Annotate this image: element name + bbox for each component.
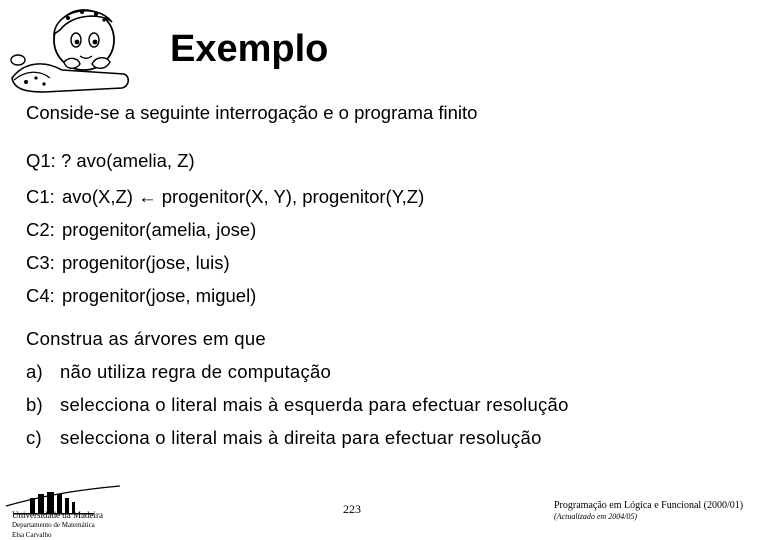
clause-label: C1:: [26, 186, 55, 207]
task-option-c: [26, 427, 569, 460]
clause-list: [26, 186, 424, 318]
intro-text: Conside-se a seguinte interrogação e o programa finito: [26, 102, 478, 123]
clause-label: C3:: [26, 252, 55, 273]
task-lead: Construa as árvores em que: [26, 328, 266, 349]
footer-author: Elsa Carvalho: [12, 531, 52, 539]
baby-mascot-illustration: [4, 0, 134, 100]
clause-label: C4:: [26, 285, 55, 306]
task-option-b: [26, 394, 569, 427]
option-text: não utiliza regra de computação: [60, 361, 332, 382]
task-block: [26, 328, 569, 460]
clause-c2: [26, 219, 424, 252]
clause-text: progenitor(jose, luis): [62, 252, 230, 273]
clause-c1: [26, 186, 424, 219]
footer-course: Programação em Lógica e Funcional (2000/01): [554, 500, 744, 511]
footer-university: Universidade da Madeira: [12, 510, 103, 520]
clause-c3: [26, 252, 424, 285]
option-label: b): [26, 394, 43, 415]
footer-department: Departamento de Matemática: [12, 521, 95, 529]
clause-label: C2:: [26, 219, 55, 240]
page-number: 223: [343, 502, 361, 516]
slide-title: Exemplo: [170, 28, 329, 70]
option-text: selecciona o literal mais à direita para efectuar resolução: [60, 427, 542, 448]
option-label: a): [26, 361, 43, 382]
option-text: selecciona o literal mais à esquerda para efectuar resolução: [60, 394, 569, 415]
clause-text: progenitor(jose, miguel): [62, 285, 257, 306]
clause-c4: [26, 285, 424, 318]
clause-text: avo(X,Z) ← progenitor(X, Y), progenitor(Y,Z): [62, 186, 425, 207]
option-label: c): [26, 427, 42, 448]
clause-text: progenitor(amelia, jose): [62, 219, 257, 240]
query-text: Q1: ? avo(amelia, Z): [26, 150, 195, 171]
task-option-a: [26, 361, 569, 394]
footer-updated: (Actualizado em 2004/05): [554, 512, 638, 521]
